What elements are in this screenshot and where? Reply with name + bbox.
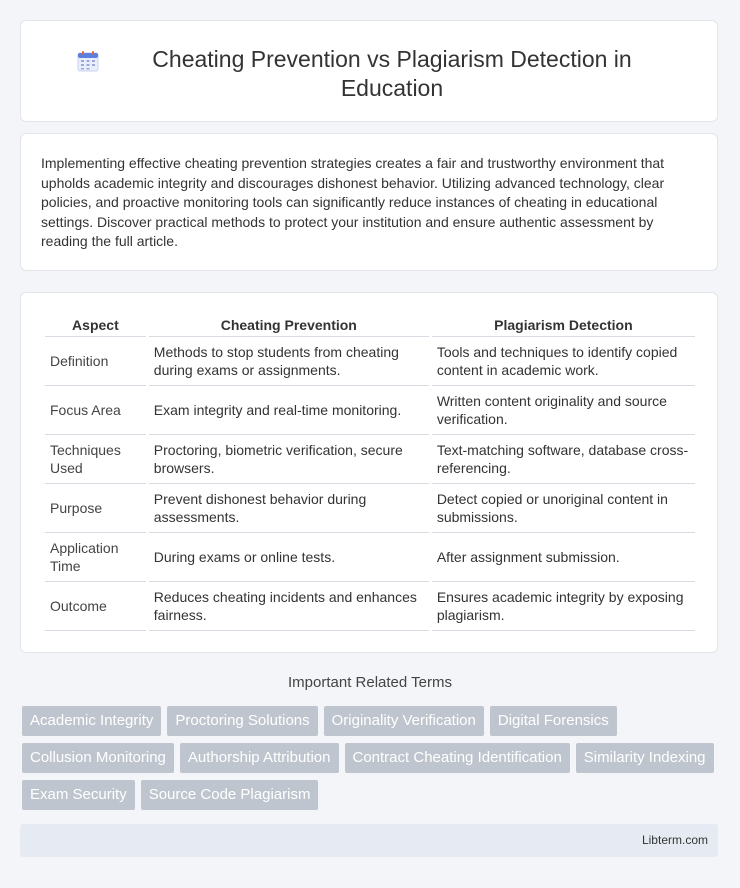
row-plagiarism-detection: Text-matching software, database cross-referencing. (432, 435, 695, 484)
header-plagiarism-detection: Plagiarism Detection (432, 315, 695, 337)
page-title: Cheating Prevention vs Plagiarism Detection in Education (152, 46, 632, 101)
row-plagiarism-detection: Tools and techniques to identify copied content in academic work. (432, 337, 695, 386)
row-aspect: Outcome (45, 582, 146, 631)
related-terms-list (22, 706, 722, 810)
title-card (20, 20, 718, 122)
table-row (45, 484, 695, 533)
related-terms-title: Important Related Terms (288, 674, 452, 691)
footer-brand[interactable]: Libterm.com (641, 833, 708, 847)
row-aspect: Focus Area (45, 386, 146, 435)
comparison-table (42, 315, 698, 631)
table-row (45, 533, 695, 582)
header-aspect: Aspect (45, 315, 146, 337)
table-header-row (45, 315, 695, 337)
table-row (45, 582, 695, 631)
row-aspect: Techniques Used (45, 435, 146, 484)
row-plagiarism-detection: Ensures academic integrity by exposing plagiarism. (432, 582, 695, 631)
related-term-tag[interactable]: Digital Forensics (490, 706, 617, 736)
related-term-tag[interactable]: Exam Security (22, 780, 135, 810)
related-term-tag[interactable]: Contract Cheating Identification (345, 743, 570, 773)
row-cheating-prevention: Proctoring, biometric verification, secure browsers. (149, 435, 429, 484)
related-term-tag[interactable]: Source Code Plagiarism (141, 780, 319, 810)
footer (20, 824, 718, 857)
related-term-tag[interactable]: Authorship Attribution (180, 743, 339, 773)
row-cheating-prevention: During exams or online tests. (149, 533, 429, 582)
row-plagiarism-detection: Detect copied or unoriginal content in submissions. (432, 484, 695, 533)
related-term-tag[interactable]: Academic Integrity (22, 706, 161, 736)
row-cheating-prevention: Methods to stop students from cheating during exams or assignments. (149, 337, 429, 386)
row-cheating-prevention: Reduces cheating incidents and enhances fairness. (149, 582, 429, 631)
table-row (45, 435, 695, 484)
row-aspect: Definition (45, 337, 146, 386)
row-cheating-prevention: Prevent dishonest behavior during assessments. (149, 484, 429, 533)
table-row (45, 337, 695, 386)
related-term-tag[interactable]: Proctoring Solutions (167, 706, 317, 736)
row-plagiarism-detection: Written content originality and source verification. (432, 386, 695, 435)
header-cheating-prevention: Cheating Prevention (149, 315, 429, 337)
comparison-card (20, 292, 718, 653)
related-term-tag[interactable]: Similarity Indexing (576, 743, 714, 773)
intro-text: Implementing effective cheating prevention strategies creates a fair and trustworthy environment that upholds academic integrity and discourages dishonest behavior. Utilizing advanced technology, clear policies, and proactive monitoring tools can significantly reduce instances of cheating in educational settings. Discover practical methods to protect your institution and ensure authentic assessment by reading the full article. (41, 155, 665, 249)
row-cheating-prevention: Exam integrity and real-time monitoring. (149, 386, 429, 435)
calendar-icon (76, 49, 100, 73)
row-aspect: Application Time (45, 533, 146, 582)
related-term-tag[interactable]: Collusion Monitoring (22, 743, 174, 773)
row-aspect: Purpose (45, 484, 146, 533)
table-row (45, 386, 695, 435)
intro-card (20, 133, 718, 271)
related-term-tag[interactable]: Originality Verification (324, 706, 484, 736)
row-plagiarism-detection: After assignment submission. (432, 533, 695, 582)
